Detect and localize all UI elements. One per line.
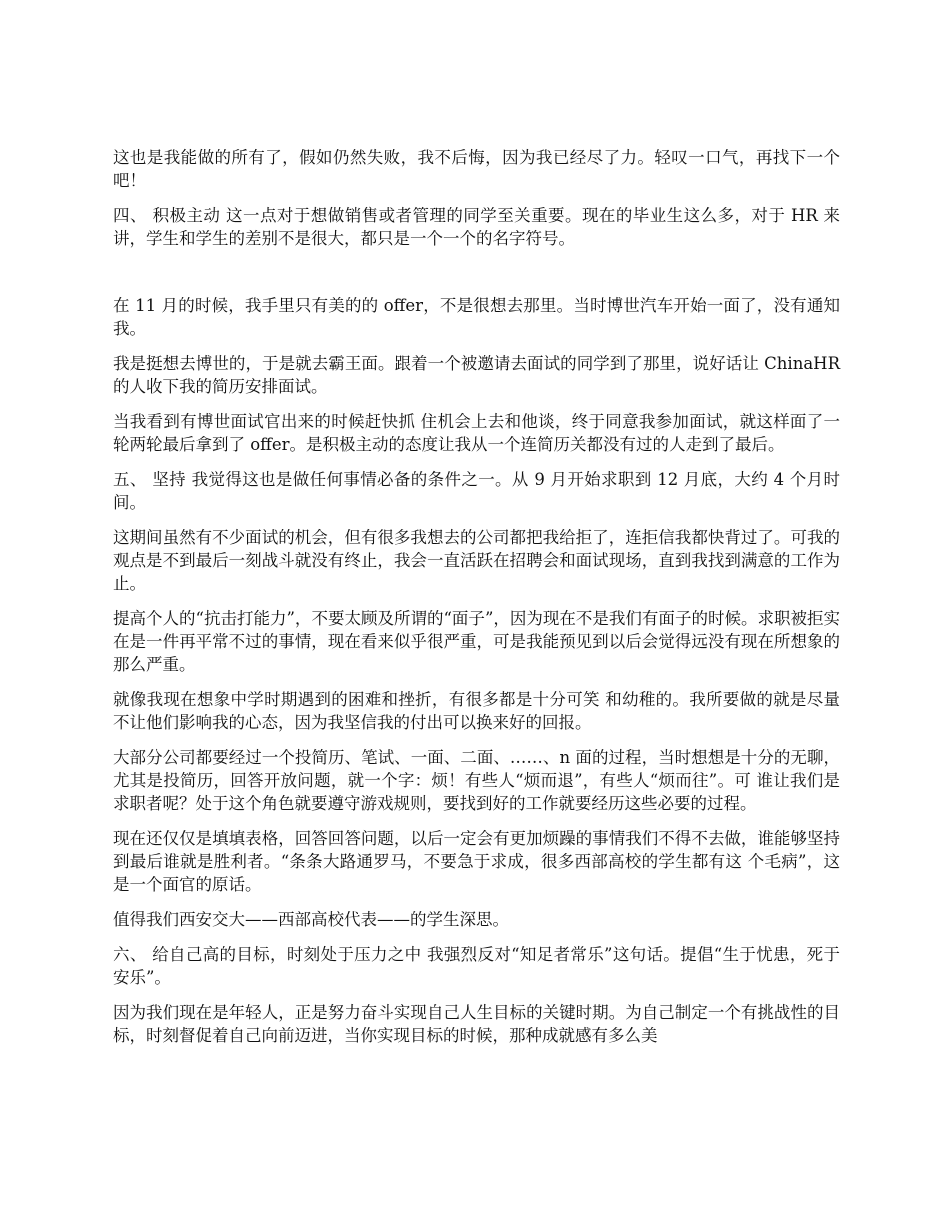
paragraph: 值得我们西安交大——西部高校代表——的学生深思。 <box>113 910 509 929</box>
paragraph: 四、 积极主动 这一点对于想做销售或者管理的同学至关重要。现在的毕业生这么多，对于 HR 来讲，学生和学生的差别不是很大，都只是一个一个的名字符号。 <box>113 206 840 248</box>
paragraph: 提高个人的“抗击打能力”，不要太顾及所谓的“面子”，因为现在不是我们有面子的时候。求职被拒实在是一件再平常不过的事情，现在看来似乎很严重，可是我能预见到以后会觉得远没有现在所想象的那么严重。 <box>113 609 840 674</box>
paragraph: 大部分公司都要经过一个投简历、笔试、一面、二面、……、n 面的过程，当时想想是十分的无聊，尤其是投简历，回答开放问题，就一个字：烦！有些人“烦而退”，有些人“烦而往”。可 谁让我们是求职者呢？处于这个角色就要遵守游戏规则，要找到好的工作就要经历这些必要的过程。 <box>113 748 840 813</box>
document-body <box>113 146 840 1059</box>
paragraph: 五、 坚持 我觉得这也是做任何事情必备的条件之一。从 9 月开始求职到 12 月底，大约 4 个月时间。 <box>113 470 840 512</box>
paragraph: 这也是我能做的所有了，假如仍然失败，我不后悔，因为我已经尽了力。轻叹一口气，再找下一个吧！ <box>113 148 840 190</box>
paragraph: 就像我现在想象中学时期遇到的困难和挫折，有很多都是十分可笑 和幼稚的。我所要做的就是尽量不让他们影响我的心态，因为我坚信我的付出可以换来好的回报。 <box>113 690 840 732</box>
paragraph: 这期间虽然有不少面试的机会，但有很多我想去的公司都把我给拒了，连拒信我都快背过了。可我的观点是不到最后一刻战斗就没有终止，我会一直活跃在招聘会和面试现场，直到我找到满意的工作为 止。 <box>113 528 840 593</box>
paragraph: 我是挺想去博世的，于是就去霸王面。跟着一个被邀请去面试的同学到了那里，说好话让 ChinaHR 的人收下我的简历安排面试。 <box>113 354 840 396</box>
paragraph: 在 11 月的时候，我手里只有美的的 offer，不是很想去那里。当时博世汽车开始一面了，没有通知我。 <box>113 296 840 338</box>
paragraph: 六、 给自己高的目标，时刻处于压力之中 我强烈反对“知足者常乐”这句话。提倡“生于忧患，死于安乐”。 <box>113 945 840 987</box>
paragraph: 因为我们现在是年轻人，正是努力奋斗实现自己人生目标的关键时期。为自己制定一个有挑战性的目标，时刻督促着自己向前迈进，当你实现目标的时候，那种成就感有多么美 <box>113 1003 840 1045</box>
paragraph: 当我看到有博世面试官出来的时候赶快抓 住机会上去和他谈，终于同意我参加面试，就这样面了一轮两轮最后拿到了 offer。是积极主动的态度让我从一个连简历关都没有过的人走到了最后。 <box>113 412 840 454</box>
paragraph: 现在还仅仅是填填表格，回答回答问题，以后一定会有更加烦躁的事情我们不得不去做，谁能够坚持到最后谁就是胜利者。“条条大路通罗马，不要急于求成，很多西部高校的学生都有这 个毛病”，这是一个面官的原话。 <box>113 829 840 894</box>
